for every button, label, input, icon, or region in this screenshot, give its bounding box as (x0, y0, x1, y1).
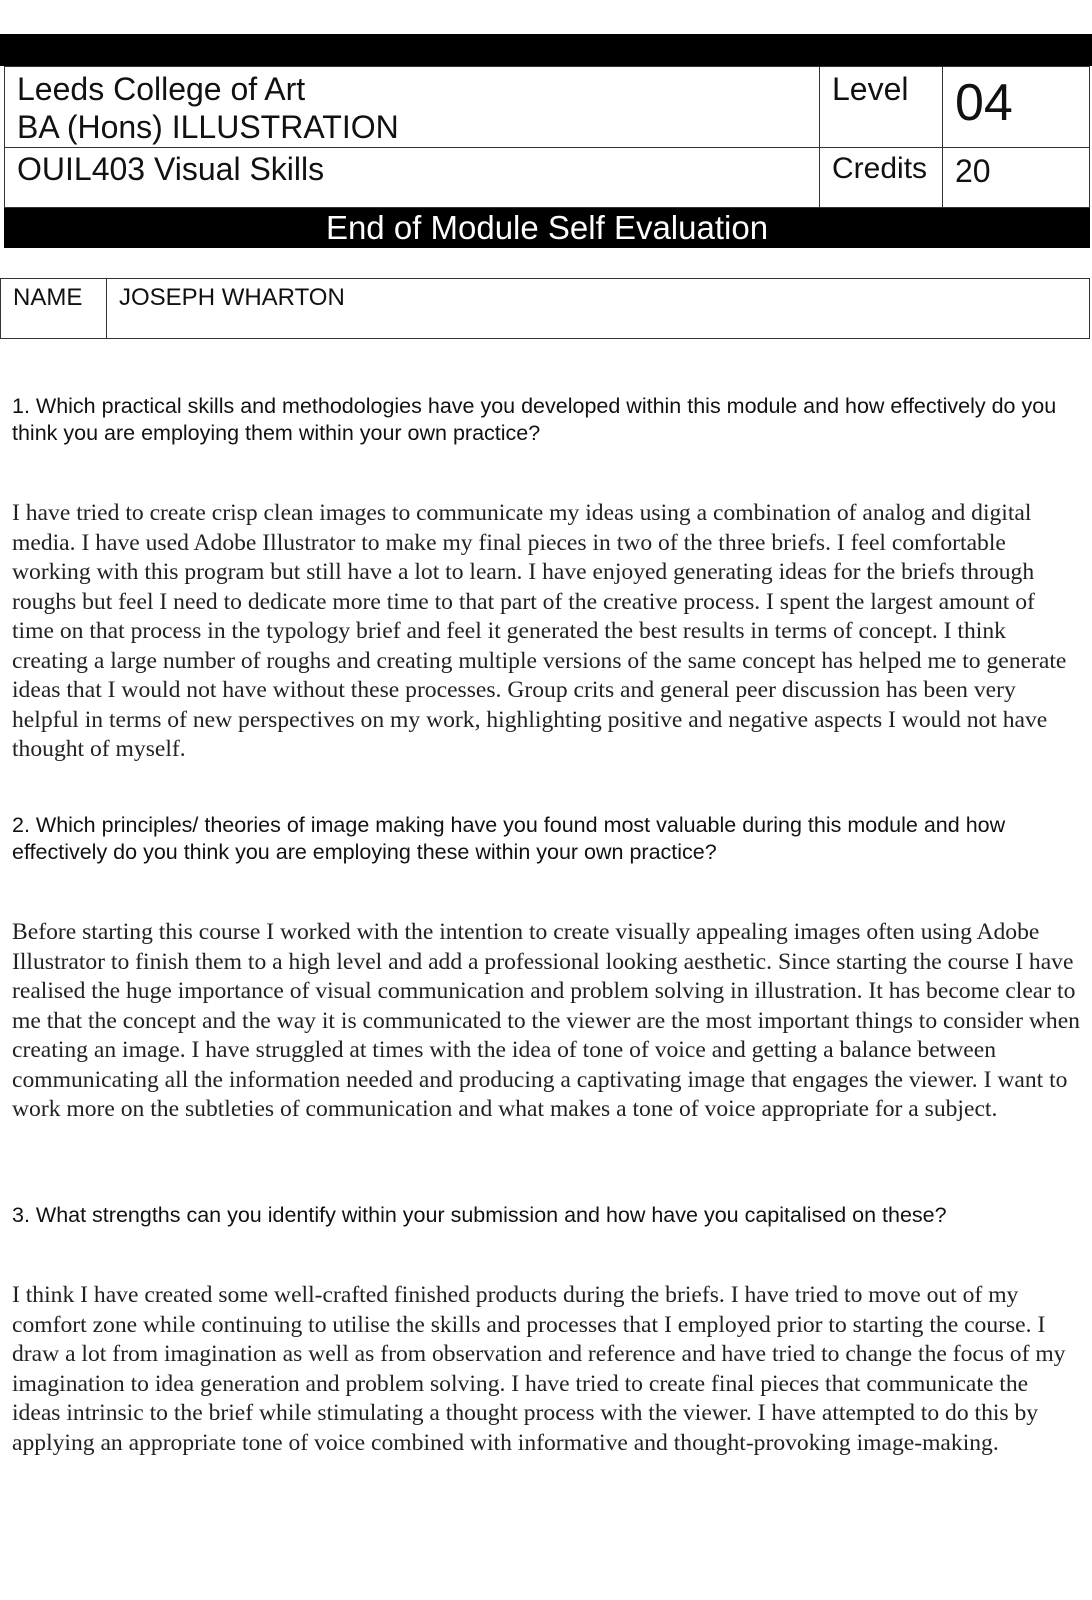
student-name-row (0, 278, 1090, 339)
name-label: NAME (1, 279, 107, 338)
college-course-cell (4, 66, 820, 148)
question-2: 2. Which principles/ theories of image making have you found most valuable during this module and how effectively do you think you are employing these within your own practice? (12, 813, 1006, 864)
module-header-table (4, 66, 1090, 248)
module-name: OUIL403 Visual Skills (4, 147, 820, 208)
question-1: 1. Which practical skills and methodologies have you developed within this module and how effectively do you think you are employing them within your own practice? (12, 394, 1057, 445)
course-name: BA (Hons) ILLUSTRATION (17, 109, 399, 145)
college-name: Leeds College of Art (17, 71, 306, 107)
top-black-bar (0, 34, 1092, 66)
level-label: Level (819, 66, 943, 148)
question-3: 3. What strengths can you identify within your submission and how have you capitalised on these? (12, 1203, 947, 1227)
student-name: JOSEPH WHARTON (119, 284, 345, 311)
answer-1: I have tried to create crisp clean images to communicate my ideas using a combination of analog and digital media. I have used Adobe Illustrator to make my final pieces in two of the three briefs. I feel comfortable working with this program but still have a lot to learn. I have enjoyed generating ideas for the briefs through roughs but feel I need to dedicate more time to that part of the creative process. I spent the largest amount of time on that process in the typology brief and feel it generated the best results in terms of concept. I think creating a large number of roughs and creating multiple versions of the same concept has helped me to generate ideas that I would not have without these processes. Group crits and general peer discussion has been very helpful in terms of new perspectives on my work, highlighting positive and negative aspects I would not have thought of myself. (12, 500, 1067, 762)
answer-3: I think I have created some well-crafted finished products during the briefs. I have tried to move out of my comfort zone while continuing to utilise the skills and processes that I employed prior to starting the course. I draw a lot from imagination as well as from observation and reference and have tried to change the focus of my imagination to idea generation and problem solving. I have tried to create final pieces that communicate the ideas intrinsic to the brief while stimulating a thought process with the viewer. I have attempted to do this by applying an appropriate tone of voice combined with informative and thought-provoking image-making. (12, 1282, 1066, 1456)
credits-value: 20 (942, 147, 1090, 208)
answer-2: Before starting this course I worked with the intention to create visually appealing images often using Adobe Illustrator to finish them to a high level and add a professional looking aesthetic. Since starting the course I have realised the huge importance of visual communication and problem solving in illustration. It has become clear to me that the concept and the way it is communicated to the viewer are the most important things to consider when creating an image. I have struggled at times with the idea of tone of voice and getting a balance between communicating all the information needed and producing a captivating image that engages the viewer. I want to work more on the subtleties of communication and what makes a tone of voice appropriate for a subject. (12, 919, 1080, 1122)
level-value: 04 (942, 66, 1090, 148)
evaluation-banner: End of Module Self Evaluation (4, 208, 1090, 248)
credits-label: Credits (819, 147, 943, 208)
